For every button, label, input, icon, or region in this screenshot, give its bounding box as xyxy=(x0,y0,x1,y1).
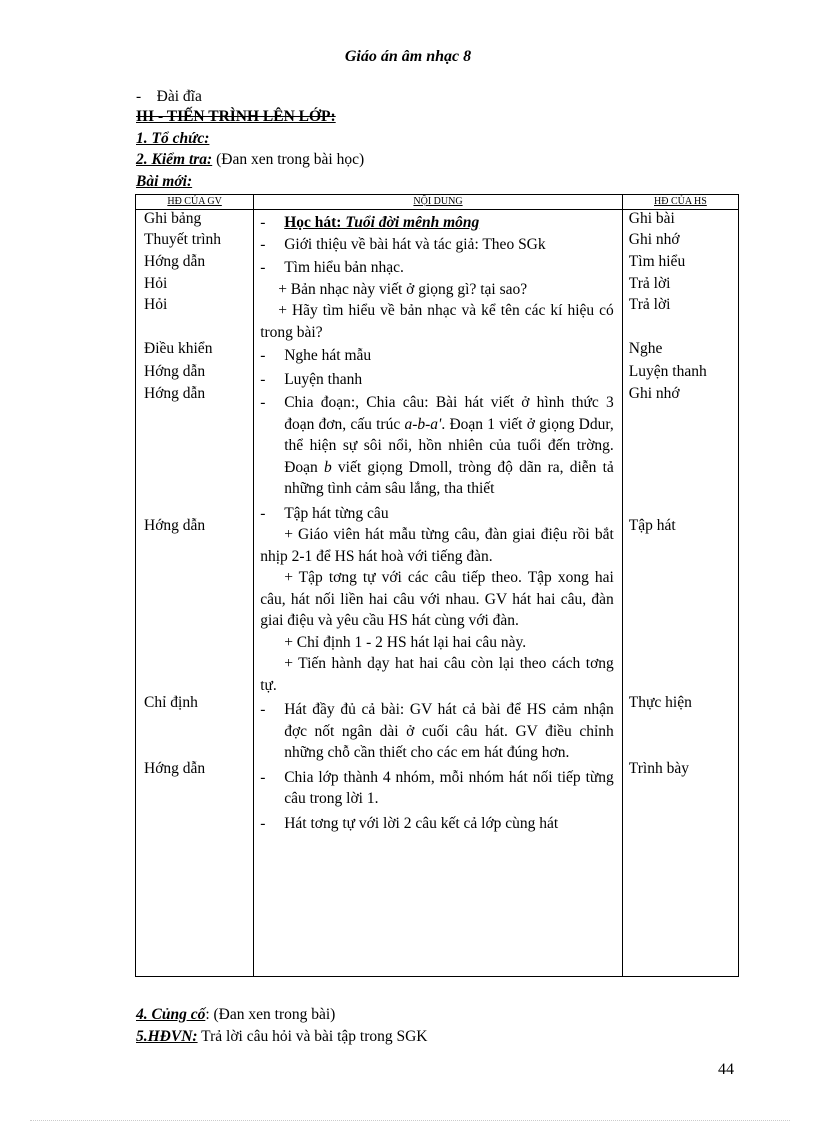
student-activity: Tập hát xyxy=(628,517,676,534)
explore-text: Tìm hiểu bản nhạc. xyxy=(284,259,404,276)
warmup-text: Luyện thanh xyxy=(284,370,363,388)
student-activity: Trả lời xyxy=(628,275,671,292)
teacher-activity: Hớng dẫn xyxy=(144,363,206,380)
organization-label: 1. Tổ chức: xyxy=(136,130,210,147)
item-dash: - xyxy=(260,814,266,832)
listen-text: Nghe hát mẫu xyxy=(284,347,372,364)
lesson-table xyxy=(135,194,739,977)
new-lesson-label: Bài mới: xyxy=(136,173,193,190)
content-item-intro xyxy=(260,234,614,256)
teacher-activity: Hớng dẫn xyxy=(144,253,206,270)
bullet-dash: - xyxy=(136,88,142,105)
table-body-row xyxy=(136,210,739,977)
item-dash: - xyxy=(260,504,266,522)
content-item-explore xyxy=(260,257,614,279)
equipment-item xyxy=(136,88,202,106)
teacher-activity-cell xyxy=(136,210,254,977)
practice-step-1: + Giáo viên hát mẫu từng câu, đàn giai điệu rồi bắt nhịp 2-1 để HS hát hoà với tiếng đàn. xyxy=(260,526,614,565)
check-line xyxy=(136,151,364,169)
item-dash: - xyxy=(260,701,266,718)
item-dash: - xyxy=(260,347,266,364)
header-teacher: HĐ CỦA GV xyxy=(136,195,254,210)
verse2-text: Hát tơng tự với lời 2 câu kết cả lớp cùng hát xyxy=(284,814,559,832)
student-activity: Ghi bài xyxy=(628,210,675,227)
teacher-activity: Hỏi xyxy=(144,275,168,292)
student-activity: Nghe xyxy=(628,340,663,357)
item-dash: - xyxy=(260,214,266,231)
division-text-a: Chia đoạn:, Chia câu: Bài hát viết ở hình thức 3 đoạn đơn, cấu trúc xyxy=(284,394,614,433)
item-dash: - xyxy=(260,259,266,276)
homework-text: Trả lời câu hỏi và bài tập trong SGK xyxy=(197,1028,428,1045)
practice-step-4: + Tiến hành dạy hat hai câu còn lại theo cách tơng tự. xyxy=(260,655,614,694)
song-title: Tuổi đời mênh mông xyxy=(341,214,480,231)
page-header: Giáo án âm nhạc 8 xyxy=(344,48,472,65)
intro-text: Giới thiệu về bài hát và tác giả: Theo SGk xyxy=(284,235,546,253)
full-text: Hát đầy đủ cả bài: GV hát cả bài để HS cảm nhận đợc nốt ngân dài ở cuối câu hát. GV điều chỉnh những chỗ cần thiết cho các em hát đúng hơn. xyxy=(284,701,614,761)
division-text-b: . Đoạn 1 viết ở giọng Ddur, thể hiện sự sôi nổi, hồn nhiên của tuổi đến trờng. Đoạn xyxy=(284,415,614,476)
content-item-song xyxy=(260,212,614,234)
student-activity: Trả lời xyxy=(628,296,671,313)
teacher-activity: Hớng dẫn xyxy=(144,760,206,777)
student-activity: Ghi nhớ xyxy=(628,385,680,402)
header-content: NỘI DUNG xyxy=(254,195,623,210)
content-item-practice xyxy=(260,503,614,525)
content-item-verse2 xyxy=(260,813,614,835)
table-header-row xyxy=(136,195,739,210)
consolidation-label: 4. Củng cố xyxy=(136,1006,206,1023)
student-activity: Luyện thanh xyxy=(628,363,707,380)
song-label: Học hát: xyxy=(284,214,342,231)
section-title: III - TIẾN TRÌNH LÊN LỚP: xyxy=(136,108,336,125)
teacher-activity: Điều khiển xyxy=(144,340,213,357)
teacher-activity: Hỏi xyxy=(144,296,168,313)
teacher-activity: Hớng dẫn xyxy=(144,385,206,402)
equipment-text: Đài đĩa xyxy=(156,88,202,105)
item-dash: - xyxy=(260,394,266,411)
practice-text: Tập hát từng câu xyxy=(284,504,389,522)
division-section: b xyxy=(323,458,332,476)
teacher-activity: Hớng dẫn xyxy=(144,517,206,534)
content-item-groups xyxy=(260,767,614,810)
student-activity: Trình bày xyxy=(628,760,689,777)
practice-step-2: + Tập tơng tự với các câu tiếp theo. Tập xong hai câu, hát nối liền hai câu với nhau. GV hát hai câu, đàn giai điệu và yêu cầu HS hát cùng với đàn. xyxy=(260,569,614,629)
homework-label: 5.HĐVN: xyxy=(136,1028,198,1045)
teacher-activity: Ghi bảng xyxy=(144,210,202,227)
content-item-division xyxy=(260,392,614,500)
homework-line xyxy=(136,1028,428,1046)
page-bottom-border xyxy=(30,1120,790,1121)
content-item-listen xyxy=(260,345,614,367)
check-text: (Đan xen trong bài học) xyxy=(212,151,365,168)
item-dash: - xyxy=(260,370,266,388)
item-dash: - xyxy=(260,768,266,786)
practice-step-3: + Chỉ định 1 - 2 HS hát lại hai câu này. xyxy=(284,633,527,651)
header-student: HĐ CỦA HS xyxy=(622,195,738,210)
consolidation-line xyxy=(136,1006,335,1024)
student-activity: Thực hiện xyxy=(628,694,692,711)
question-1: + Bản nhạc này viết ở giọng gì? tại sao? xyxy=(278,280,528,298)
student-activity: Tìm hiểu xyxy=(628,253,686,270)
teacher-activity: Chỉ định xyxy=(144,694,198,711)
student-activity: Ghi nhớ xyxy=(628,231,680,248)
teacher-activity: Thuyết trình xyxy=(144,231,222,248)
content-cell xyxy=(254,210,623,977)
groups-text: Chia lớp thành 4 nhóm, mỗi nhóm hát nối tiếp từng câu trong lời 1. xyxy=(284,768,614,807)
content-item-warmup xyxy=(260,369,614,391)
consolidation-text: : (Đan xen trong bài) xyxy=(205,1006,336,1023)
student-activity-cell xyxy=(622,210,738,977)
question-2: + Hãy tìm hiểu về bản nhạc và kể tên các kí hiệu có trong bài? xyxy=(260,302,614,341)
division-text-c: viết giọng Dmoll, tròng độ dãn ra, diễn tả những tình cảm sâu lắng, tha thiết xyxy=(284,458,614,497)
item-dash: - xyxy=(260,235,266,253)
content-item-full xyxy=(260,699,614,764)
check-label: 2. Kiểm tra: xyxy=(136,151,213,168)
division-form: a-b-a' xyxy=(404,415,442,433)
page-number: 44 xyxy=(718,1061,734,1078)
